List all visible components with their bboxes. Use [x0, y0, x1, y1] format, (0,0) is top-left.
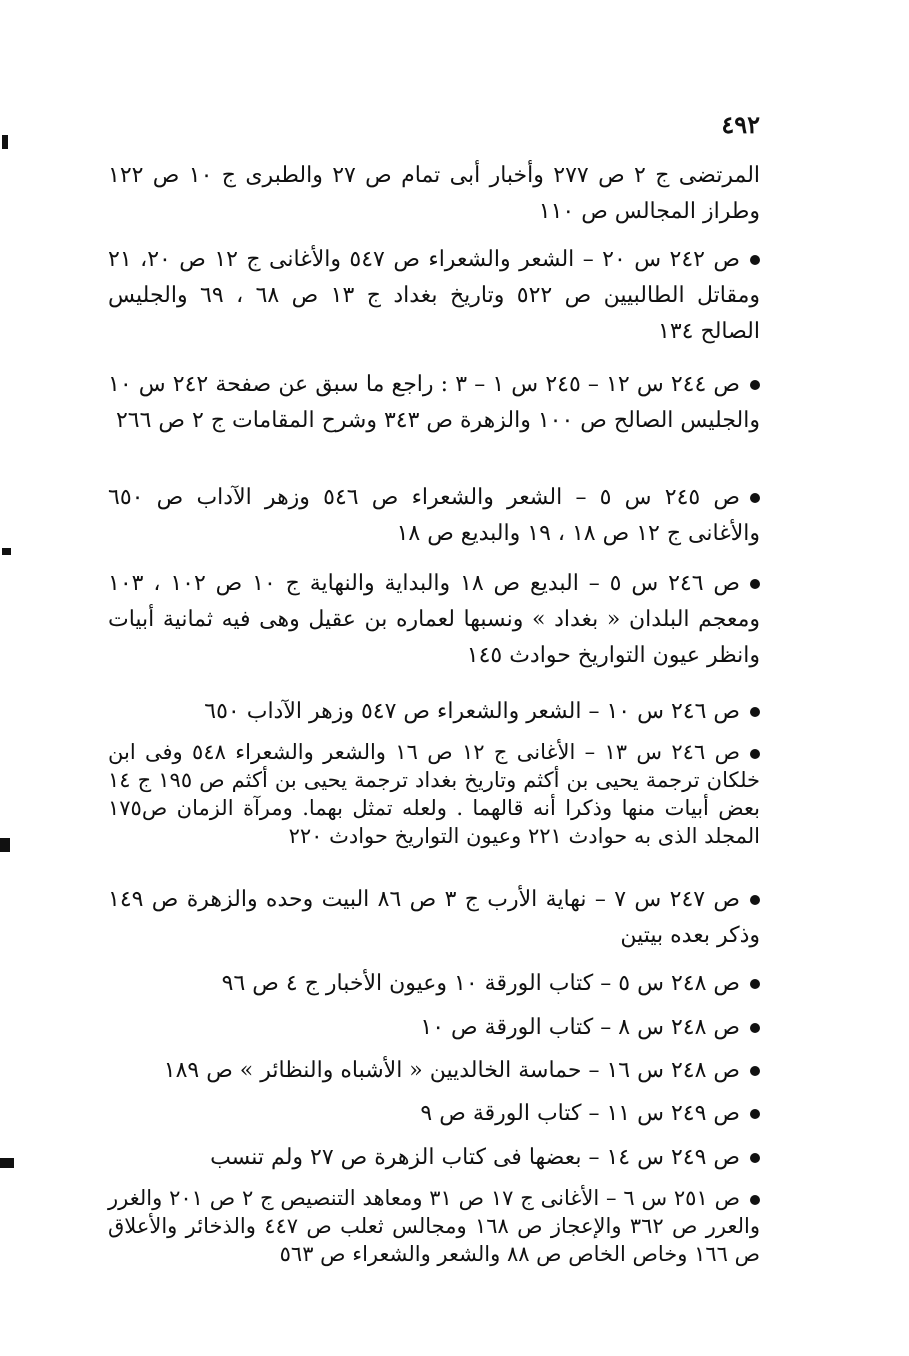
- bullet-icon: [750, 1195, 760, 1205]
- bullet-icon: [750, 1066, 760, 1076]
- entry-continued: [108, 158, 760, 230]
- entry-text: ص ٢٤٢ س ٢٠ – الشعر والشعراء ص ٥٤٧ والأغانى ج ١٢ ص ٢٠، ٢١ ومقاتل الطالبيين ص ٥٢٢ وتاريخ بغداد ج ١٣ ص ٦٨ ، ٦٩ والجليس الصالح ١٣٤: [108, 247, 760, 344]
- bullet-icon: [750, 1023, 760, 1033]
- bullet-icon: [750, 255, 760, 265]
- entry-text: ص ٢٤٨ س ١٦ – حماسة الخالديين « الأشباه والنظائر » ص ١٨٩: [163, 1058, 740, 1083]
- bullet-icon: [750, 493, 760, 503]
- entry: [108, 367, 760, 439]
- entry-text: ص ٢٤٨ س ٥ – كتاب الورقة ١٠ وعيون الأخبار ج ٤ ص ٩٦: [221, 971, 740, 996]
- bullet-icon: [750, 979, 760, 989]
- entry: [160, 1140, 760, 1176]
- entry: [160, 1096, 760, 1132]
- entry-text: ص ٢٤٦ س ١٠ – الشعر والشعراء ص ٥٤٧ وزهر الآداب ٦٥٠: [204, 699, 740, 724]
- bullet-icon: [750, 895, 760, 905]
- entry-text: ص ٢٤٦ س ٥ – البديع ص ١٨ والبداية والنهاية ج ١٠ ص ١٠٢ ، ١٠٣ ومعجم البلدان « بغداد » ونسبها لعماره بن عقيل وهى فيه ثمانية أبيات وانظر عيون التواريخ حوادث ١٤٥: [108, 571, 760, 668]
- scan-speck: [0, 1158, 14, 1168]
- entry-text: ص ٢٤٤ س ١٢ – ٢٤٥ س ١ – ٣ : راجع ما سبق عن صفحة ٢٤٢ س ١٠ والجليس الصالح ص ١٠٠ والزهرة ص ٣٤٣ وشرح المقامات ج ٢ ص ٢٦٦: [108, 372, 760, 433]
- page-number: ٤٩٢: [721, 110, 760, 139]
- bullet-icon: [750, 1153, 760, 1163]
- scan-speck: [2, 135, 8, 149]
- entry: [108, 242, 760, 350]
- bullet-icon: [750, 579, 760, 589]
- entry: [108, 566, 760, 674]
- entry: [160, 966, 760, 1002]
- entry-text: ص ٢٥١ س ٦ – الأغانى ج ١٧ ص ٣١ ومعاهد التنصيص ج ٢ ص ٢٠١ والغرر والعرر ص ٣٦٢ والإعجاز ص ١٦٨ ومجالس ثعلب ص ٤٤٧ والذخائر والأعلاق ص ١٦٦ وخاص الخاص ص ٨٨ والشعر والشعراء ص ٥٦٣: [108, 1186, 760, 1266]
- entry: [108, 480, 760, 552]
- scan-speck: [2, 548, 11, 555]
- entry: [108, 1184, 760, 1268]
- entry: [108, 738, 760, 850]
- entry-text: ص ٢٤٩ س ١٤ – بعضها فى كتاب الزهرة ص ٢٧ ولم تنسب: [210, 1145, 740, 1170]
- bullet-icon: [750, 1109, 760, 1119]
- entry: [160, 1010, 760, 1046]
- entry-text: ص ٢٤٩ س ١١ – كتاب الورقة ص ٩: [420, 1101, 740, 1126]
- entry: [140, 1053, 760, 1089]
- entry-text: ص ٢٤٥ س ٥ – الشعر والشعراء ص ٥٤٦ وزهر الآداب ص ٦٥٠ والأغانى ج ١٢ ص ١٨ ، ١٩ والبديع ص ١٨: [108, 485, 760, 546]
- scan-speck: [0, 838, 10, 852]
- entry-text: ص ٢٤٧ س ٧ – نهاية الأرب ج ٣ ص ٨٦ البيت وحده والزهرة ص ١٤٩ وذكر بعده بيتين: [108, 887, 760, 948]
- bullet-icon: [750, 707, 760, 717]
- bullet-icon: [750, 749, 760, 759]
- entry: [108, 882, 760, 954]
- entry-text: ص ٢٤٦ س ١٣ – الأغانى ج ١٢ ص ١٦ والشعر والشعراء ٥٤٨ وفى ابن خلكان ترجمة يحيى بن أكثم وتاريخ بغداد ترجمة يحيى بن أكثم ص ١٩٥ ج ١٤ بعض أبيات منها وذكرا أنه قالهما . ولعله تمثل بهما. ومرآة الزمان ص١٧٥ المجلد الذى به حوادث ٢٢١ وعيون التواريخ حوادث ٢٢٠: [108, 740, 760, 848]
- entry: [160, 694, 760, 730]
- entry-text: المرتضى ج ٢ ص ٢٧٧ وأخبار أبى تمام ص ٢٧ والطبرى ج ١٠ ص ١٢٢ وطراز المجالس ص ١١٠: [108, 163, 761, 224]
- bullet-icon: [750, 380, 760, 390]
- entry-text: ص ٢٤٨ س ٨ – كتاب الورقة ص ١٠: [420, 1015, 740, 1040]
